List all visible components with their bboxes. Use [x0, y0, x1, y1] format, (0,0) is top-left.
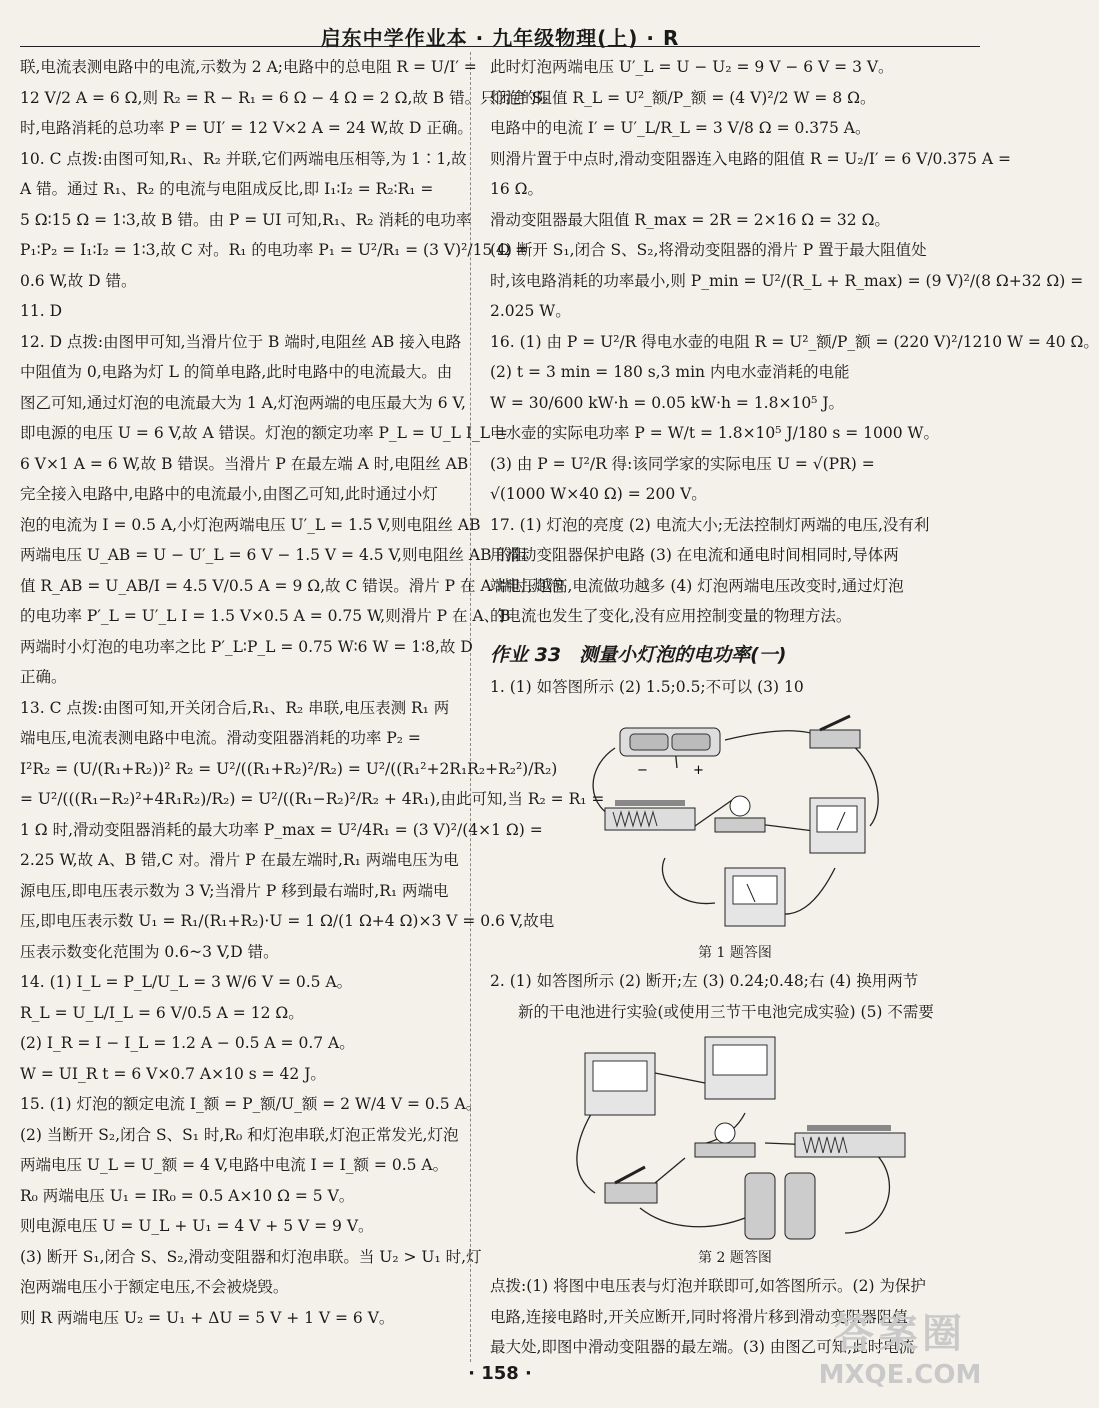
text-line: 电路中的电流 I′ = U′_L/R_L = 3 V/8 Ω = 0.375 A。	[490, 119, 871, 137]
text-line: 即电源的电压 U = 6 V,故 A 错误。灯泡的额定功率 P_L = U_L I_L =	[20, 424, 508, 442]
terminal-minus: −	[637, 763, 648, 778]
text-line: 则电源电压 U = U_L + U₁ = 4 V + 5 V = 9 V。	[20, 1217, 374, 1235]
ammeter	[585, 1053, 655, 1115]
text-line: 6 V×1 A = 6 W,故 B 错误。当滑片 P 在最左端 A 时,电阻丝 AB	[20, 454, 469, 473]
text-line: 15. (1) 灯泡的额定电流 I_额 = P_额/U_额 = 2 W/4 V = 0.5 A。	[20, 1095, 482, 1113]
hint-line-1: 点拨:(1) 将图中电压表与灯泡并联即可,如答图所示。(2) 为保护	[490, 1277, 926, 1295]
text-line: 压,即电压表示数 U₁ = R₁/(R₁+R₂)·U = 1 Ω/(1 Ω+4 Ω)×3 V = 0.6 V,故电	[20, 912, 555, 930]
q2-answer-line-2: 新的干电池进行实验(或使用三节干电池完成实验) (5) 不需要	[518, 1002, 934, 1021]
text-line: 1 Ω 时,滑动变阻器消耗的最大功率 P_max = U²/4R₁ = (3 V)²/(4×1 Ω) =	[20, 820, 543, 839]
voltmeter	[705, 1037, 775, 1099]
text-line: (3) 断开 S₁,闭合 S、S₂,滑动变阻器和灯泡串联。当 U₂ > U₁ 时,灯	[20, 1247, 482, 1266]
right-column-text	[490, 52, 1099, 632]
text-line: 16. (1) 由 P = U²/R 得电水壶的电阻 R = U²_额/P_额 = (220 V)²/1210 W = 40 Ω。	[490, 332, 1099, 351]
text-line: 泡两端电压小于额定电压,不会被烧毁。	[20, 1278, 289, 1296]
text-line: P₁∶P₂ = I₁∶I₂ = 1∶3,故 C 对。R₁ 的电功率 P₁ = U²/R₁ = (3 V)²/15 Ω =	[20, 241, 528, 259]
text-line: 源电压,即电压表示数为 3 V;当滑片 P 移到最右端时,R₁ 两端电	[20, 881, 449, 900]
text-line: 用滑动变阻器保护电路 (3) 在电流和通电时间相同时,导体两	[490, 546, 899, 564]
text-line: 图乙可知,通过灯泡的电流最大为 1 A,灯泡两端的电压最大为 6 V,	[20, 393, 466, 412]
hint-line-2: 电路,连接电路时,开关应断开,同时将滑片移到滑动变阻器阻值	[490, 1307, 908, 1326]
text-line: 此时灯泡两端电压 U′_L = U − U₂ = 9 V − 6 V = 3 V。	[490, 58, 894, 76]
circuit-figure-2	[545, 1033, 925, 1245]
text-line: W = UI_R t = 6 V×0.7 A×10 s = 42 J。	[20, 1064, 326, 1083]
text-line: 0.6 W,故 D 错。	[20, 271, 137, 290]
text-line: (2) 当断开 S₂,闭合 S、S₁ 时,R₀ 和灯泡串联,灯泡正常发光,灯泡	[20, 1125, 459, 1144]
text-line: 的电流也发生了变化,没有应用控制变量的物理方法。	[490, 607, 852, 625]
section-name: 测量小灯泡的电功率(一)	[579, 643, 787, 666]
text-line: 端电压越高,电流做功越多 (4) 灯泡两端电压改变时,通过灯泡	[490, 576, 904, 595]
circuit-diagram-2	[545, 1033, 925, 1245]
circuit-diagram-1	[575, 708, 895, 940]
text-line: 12 V/2 A = 6 Ω,则 R₂ = R − R₁ = 6 Ω − 4 Ω = 2 Ω,故 B 错。只闭合 S₂	[20, 88, 549, 107]
figure-1-caption: 第 1 题答图	[698, 945, 772, 961]
text-line: 的电功率 P′_L = U′_L I = 1.5 V×0.5 A = 0.75 W,则滑片 P 在 A、B	[20, 607, 511, 625]
text-line: A 错。通过 R₁、R₂ 的电流与电阻成反比,即 I₁∶I₂ = R₂∶R₁ =	[20, 180, 434, 198]
watermark-logo-text: 答案圈	[834, 1311, 966, 1357]
text-line: 两端电压 U_AB = U − U′_L = 6 V − 1.5 V = 4.5 V,则电阻丝 AB 的阻	[20, 546, 528, 564]
battery-pack	[620, 728, 720, 756]
text-line: 16 Ω。	[490, 180, 544, 198]
text-line: 端电压,电流表测电路中电流。滑动变阻器消耗的功率 P₂ =	[20, 729, 421, 747]
text-line: 时,该电路消耗的功率最小,则 P_min = U²/(R_L + R_max) = (9 V)²/(8 Ω+32 Ω) =	[490, 271, 1084, 290]
text-line: √(1000 W×40 Ω) = 200 V。	[490, 485, 707, 503]
page-number: · 158 ·	[468, 1363, 532, 1384]
text-line: 正确。	[20, 668, 67, 686]
text-line: 滑动变阻器最大阻值 R_max = 2R = 2×16 Ω = 32 Ω。	[490, 210, 890, 229]
text-line: W = 30/600 kW·h = 0.05 kW·h = 1.8×10⁵ J。	[490, 393, 845, 412]
text-line: 10. C 点拨:由图可知,R₁、R₂ 并联,它们两端电压相等,为 1∶1,故	[20, 149, 467, 168]
text-line: 值 R_AB = U_AB/I = 4.5 V/0.5 A = 9 Ω,故 C 错误。滑片 P 在 A 端时,灯泡	[20, 576, 564, 595]
text-line: = U²/(((R₁−R₂)²+4R₁R₂)/R₂) = U²/((R₁−R₂)²/R₂ + 4R₁),由此可知,当 R₂ = R₁ =	[20, 790, 605, 808]
section-title	[490, 638, 980, 672]
text-line: 联,电流表测电路中的电流,示数为 2 A;电路中的总电阻 R = U/I′ =	[20, 58, 477, 76]
text-line: 灯泡的阻值 R_L = U²_额/P_额 = (4 V)²/2 W = 8 Ω。	[490, 88, 876, 107]
text-line: 时,电路消耗的总功率 P = UI′ = 12 V×2 A = 24 W,故 D 正确。	[20, 119, 473, 137]
header-rule	[20, 46, 980, 47]
circuit-figure-1	[575, 708, 895, 940]
text-line: 泡的电流为 I = 0.5 A,小灯泡两端电压 U′_L = 1.5 V,则电阻丝 AB	[20, 515, 481, 534]
hint-line-3: 最大处,即图中滑动变阻器的最左端。(3) 由图乙可知,此时电流	[490, 1338, 915, 1356]
q1-answer: 1. (1) 如答图所示 (2) 1.5;0.5;不可以 (3) 10	[490, 677, 804, 696]
text-line: (2) t = 3 min = 180 s,3 min 内电水壶消耗的电能	[490, 363, 850, 381]
text-line: 两端时小灯泡的电功率之比 P′_L∶P_L = 0.75 W∶6 W = 1∶8,故 D	[20, 637, 473, 656]
section-number: 作业 33	[490, 643, 562, 666]
text-line: 13. C 点拨:由图可知,开关闭合后,R₁、R₂ 串联,电压表测 R₁ 两	[20, 698, 450, 717]
text-line: 完全接入电路中,电路中的电流最小,由图乙可知,此时通过小灯	[20, 485, 438, 503]
text-line: 17. (1) 灯泡的亮度 (2) 电流大小;无法控制灯两端的电压,没有利	[490, 515, 930, 534]
voltmeter	[810, 798, 865, 853]
dry-cells	[745, 1173, 815, 1239]
text-line: 电水壶的实际电功率 P = W/t = 1.8×10⁵ J/180 s = 1000 W。	[490, 424, 939, 442]
text-line: 2.25 W,故 A、B 错,C 对。滑片 P 在最左端时,R₁ 两端电压为电	[20, 851, 459, 869]
text-line: R_L = U_L/I_L = 6 V/0.5 A = 12 Ω。	[20, 1003, 304, 1022]
text-line: 中阻值为 0,电路为灯 L 的简单电路,此时电路中的电流最大。由	[20, 363, 453, 381]
figure-2-caption: 第 2 题答图	[698, 1250, 772, 1266]
watermark-url: MXQE.COM	[818, 1360, 982, 1390]
bulb	[695, 1123, 755, 1157]
switch	[605, 1167, 657, 1203]
text-line: 则 R 两端电压 U₂ = U₁ + ΔU = 5 V + 1 V = 6 V。	[20, 1308, 395, 1327]
text-line: (2) I_R = I − I_L = 1.2 A − 0.5 A = 0.7 A。	[20, 1034, 355, 1052]
site-watermark	[815, 1310, 985, 1398]
text-line: (4) 断开 S₁,闭合 S、S₂,将滑动变阻器的滑片 P 置于最大阻值处	[490, 241, 927, 259]
switch	[810, 716, 860, 748]
text-line: I²R₂ = (U/(R₁+R₂))² R₂ = U²/((R₁+R₂)²/R₂) = U²/((R₁²+2R₁R₂+R₂²)/R₂)	[20, 759, 558, 778]
bulb	[715, 796, 765, 832]
text-line: 两端电压 U_L = U_额 = 4 V,电路中电流 I = I_额 = 0.5 A。	[20, 1156, 449, 1174]
ammeter	[725, 868, 785, 926]
text-line: 压表示数变化范围为 0.6~3 V,D 错。	[20, 942, 279, 961]
right-column	[490, 52, 1099, 1363]
text-line: R₀ 两端电压 U₁ = IR₀ = 0.5 A×10 Ω = 5 V。	[20, 1186, 355, 1205]
text-line: (3) 由 P = U²/R 得:该同学家的实际电压 U = √(PR) =	[490, 454, 875, 473]
text-line: 12. D 点拨:由图甲可知,当滑片位于 B 端时,电阻丝 AB 接入电路	[20, 332, 462, 351]
text-line: 5 Ω∶15 Ω = 1∶3,故 B 错。由 P = UI 可知,R₁、R₂ 消耗的电功率	[20, 210, 472, 229]
terminal-plus: +	[693, 763, 704, 778]
rheostat	[605, 800, 695, 830]
text-line: 11. D	[20, 302, 63, 320]
rheostat	[795, 1125, 905, 1157]
q2-answer-line-1: 2. (1) 如答图所示 (2) 断开;左 (3) 0.24;0.48;右 (4) 换用两节	[490, 972, 919, 990]
text-line: 则滑片置于中点时,滑动变阻器连入电路的阻值 R = U₂/I′ = 6 V/0.375 A =	[490, 149, 1011, 168]
text-line: 2.025 W。	[490, 302, 571, 320]
running-header: 启东中学作业本 · 九年级物理(上) · R	[320, 26, 680, 50]
text-line: 14. (1) I_L = P_L/U_L = 3 W/6 V = 0.5 A。	[20, 973, 353, 991]
